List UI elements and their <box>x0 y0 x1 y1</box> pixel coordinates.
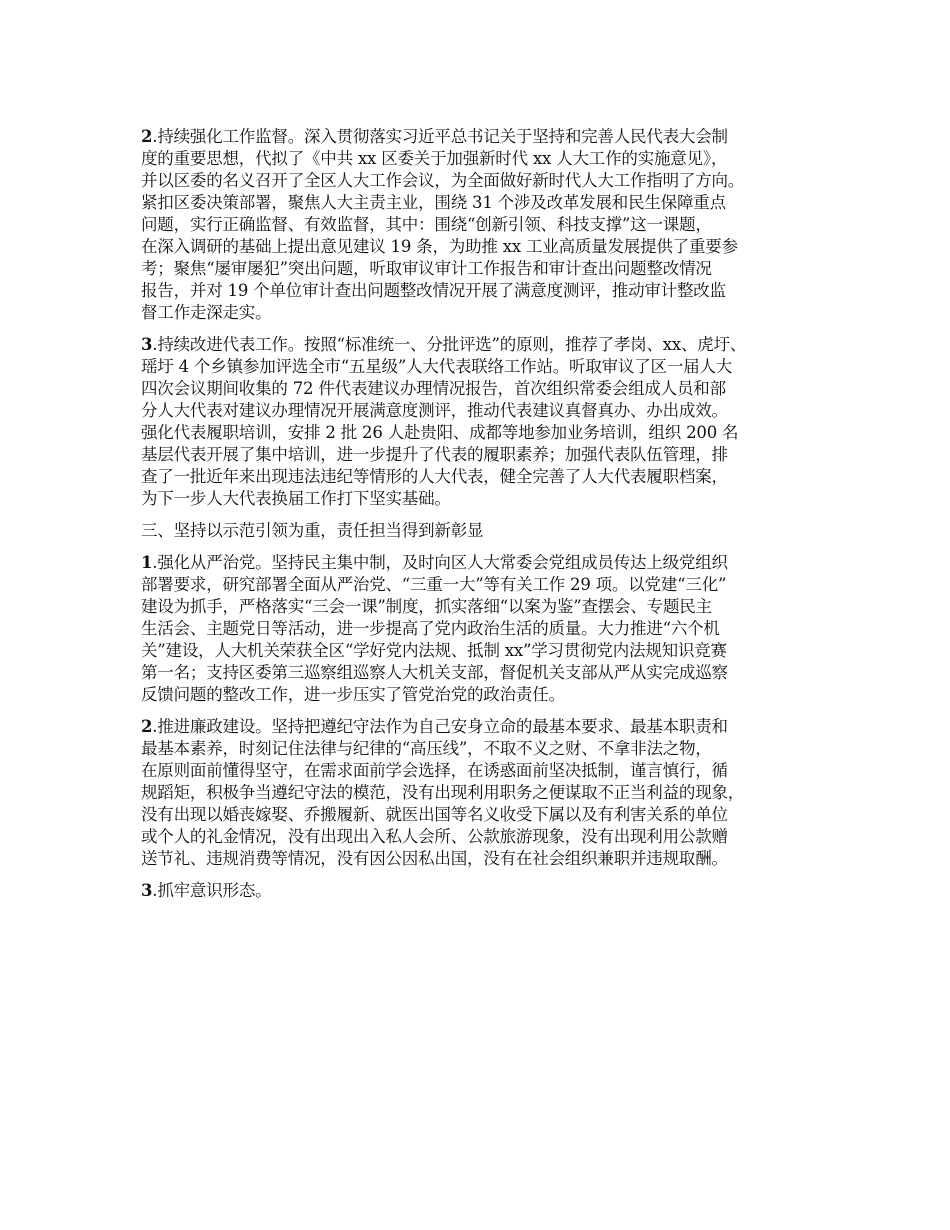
text-line: 生活会、主题党日等活动，进一步提高了党内政治生活的质量。大力推进“六个机 <box>141 619 720 638</box>
text-line: 在原则面前懂得坚守，在需求面前学会选择，在诱惑面前坚决抵制，谨言慎行，循 <box>141 761 728 780</box>
text-line: 督工作走深走实。 <box>141 303 272 322</box>
text-line: 紧扣区委决策部署，聚焦人大主责主业，围绕 31 个涉及改革发展和民生保障重点 <box>141 193 726 212</box>
section-heading <box>141 520 831 542</box>
text-line: 考；聚焦“屡审屡犯”突出问题，听取审议审计工作报告和审计查出问题整改情况 <box>141 259 712 278</box>
text-line: 送节礼、违规消费等情况，没有因公因私出国，没有在社会组织兼职并违规取酬。 <box>141 849 728 868</box>
text-line: 第一名；支持区委第三巡察组巡察人大机关支部，督促机关支部从严从实完成巡察 <box>141 663 728 682</box>
section-heading-text: 三、坚持以示范引领为重，责任担当得到新彰显 <box>141 521 484 540</box>
text-line: 问题，实行正确监督、有效监督，其中：围绕“创新引领、科技支撑”这一课题， <box>141 215 712 234</box>
text-line: 查了一批近年来出现违法违纪等情形的人大代表，健全完善了人大代表履职档案， <box>141 467 728 486</box>
text-line: 建设为抓手，严格落实“三会一课”制度，抓实落细“以案为鉴”查摆会、专题民主 <box>141 597 712 616</box>
text-line: 3.抓牢意识形态。 <box>141 881 272 900</box>
item-number: 2 <box>141 717 153 736</box>
paragraph-integrity-building <box>141 716 831 870</box>
item-number: 3 <box>141 335 153 354</box>
text-line: 强化代表履职培训，安排 2 批 26 人赴贵阳、成都等地参加业务培训，组织 200 名 <box>141 423 739 442</box>
paragraph-party-governance <box>141 552 831 706</box>
text-line: 或个人的礼金情况，没有出现出入私人会所、公款旅游现象，没有出现利用公款赠 <box>141 827 728 846</box>
text-line: 四次会议期间收集的 72 件代表建议办理情况报告，首次组织常委会组成人员和部 <box>141 379 726 398</box>
paragraph-work-supervision <box>141 126 831 324</box>
text-line: 1.强化从严治党。坚持民主集中制，及时向区人大常委会党组成员传达上级党组织 <box>141 553 728 572</box>
text-line: 基层代表开展了集中培训，进一步提升了代表的履职素养；加强代表队伍管理，排 <box>141 445 728 464</box>
item-number: 1 <box>141 553 153 572</box>
text-line: 为下一步人大代表换届工作打下坚实基础。 <box>141 489 451 508</box>
text-line: 规蹈矩，积极争当遵纪守法的模范，没有出现利用职务之便谋取不正当利益的现象， <box>141 783 745 802</box>
text-line: 并以区委的名义召开了全区人大工作会议，为全面做好新时代人大工作指明了方向。 <box>141 171 745 190</box>
text-line: 3.持续改进代表工作。按照“标准统一、分批评选”的原则，推荐了孝岗、xx、虎圩、 <box>141 335 747 354</box>
item-number: 3 <box>141 881 153 900</box>
text-line: 反馈问题的整改工作，进一步压实了管党治党的政治责任。 <box>141 685 565 704</box>
document-page <box>141 126 831 912</box>
text-line: 瑶圩 4 个乡镇参加评选全市“五星级”人大代表联络工作站。听取审议了区一届人大 <box>141 357 733 376</box>
text-line: 2.推进廉政建设。坚持把遵纪守法作为自己安身立命的最基本要求、最基本职责和 <box>141 717 728 736</box>
text-line: 报告，并对 19 个单位审计查出问题整改情况开展了满意度测评，推动审计整改监 <box>141 281 726 300</box>
text-line: 在深入调研的基础上提出意见建议 19 条，为助推 xx 工业高质量发展提供了重要参 <box>141 237 738 256</box>
paragraph-ideology <box>141 880 831 902</box>
text-line: 最基本素养，时刻记住法律与纪律的“高压线”，不取不义之财、不拿非法之物， <box>141 739 712 758</box>
paragraph-deputy-work <box>141 334 831 510</box>
item-number: 2 <box>141 127 153 146</box>
text-line: 关”建设，人大机关荣获全区“学好党内法规、抵制 xx”学习贯彻党内法规知识竞赛 <box>141 641 727 660</box>
text-line: 没有出现以婚丧嫁娶、乔搬履新、就医出国等名义收受下属以及有利害关系的单位 <box>141 805 728 824</box>
text-line: 部署要求，研究部署全面从严治党、“三重一大”等有关工作 29 项。以党建“三化” <box>141 575 727 594</box>
text-line: 分人大代表对建议办理情况开展满意度测评，推动代表建议真督真办、办出成效。 <box>141 401 728 420</box>
text-line: 2.持续强化工作监督。深入贯彻落实习近平总书记关于坚持和完善人民代表大会制 <box>141 127 728 146</box>
text-line: 度的重要思想，代拟了《中共 xx 区委关于加强新时代 xx 人大工作的实施意见》， <box>141 149 728 168</box>
